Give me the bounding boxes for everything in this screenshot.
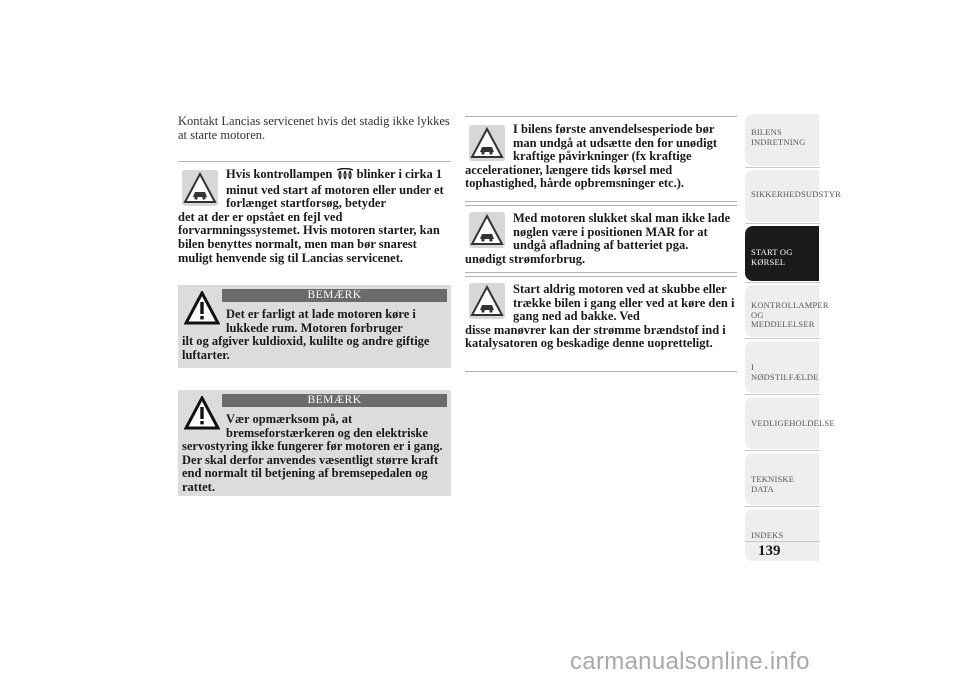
- tab-kontrollamper[interactable]: KONTROLLAMPER OG MEDDELELSER: [745, 285, 819, 337]
- warning-icon: [184, 396, 220, 430]
- page-number: 139: [758, 543, 781, 559]
- warning-heading: BEMÆRK: [222, 289, 447, 302]
- note-glow-plug: Hvis kontrollampen blinker i cirka 1 minut ved start af motoren eller under et forlænget startforsøg, betyder det at der er opstået en fejl ved forvarmningssystemet. Hvis motoren starter, kan bilen benyttes normalt, men man bør snarest muligt henvende sig til Lancias servicenet.: [178, 161, 451, 270]
- warning-heading: BEMÆRK: [222, 394, 447, 407]
- warning-box-brakes: BEMÆRK Vær opmærksom på, at bremseforstærkeren og den elektriske servostyring ikke fungerer før motoren er i gang. Der skal derfor anvendes væsentligt større kraft end normalt til betjening af bremsepedalen og rattet.: [178, 390, 451, 496]
- warning-box-exhaust: BEMÆRK Det er farligt at lade motoren køre i lukkede rum. Motoren forbruger ilt og afgiver kuldioxid, kulilte og andre giftige luftarter.: [178, 285, 451, 368]
- watermark: carmanualsonline.info: [570, 648, 810, 675]
- tab-start-og-korsel[interactable]: START OG KØRSEL: [745, 226, 819, 281]
- tab-bilens-indretning[interactable]: BILENS INDRETNING: [745, 114, 819, 166]
- tab-i-nodstilfaelde[interactable]: I NØDSTILFÆLDE: [745, 341, 819, 393]
- tab-vedligeholdelse[interactable]: VEDLIGEHOLDELSE: [745, 397, 819, 449]
- glow-plug-icon: [336, 168, 354, 184]
- note-break-in: I bilens første anvendelsesperiode bør man undgå at udsætte den for unødigt kraftige påvirkninger (fx kraftige accelerationer, længere tids kørsel med tophastighed, hårde opbremsninger etc.).: [465, 116, 737, 202]
- tab-sikkerhedsudstyr[interactable]: SIKKERHEDSUDSTYR: [745, 170, 819, 222]
- car-note-icon: [182, 170, 218, 206]
- car-note-icon: [469, 283, 505, 319]
- warning-icon: [184, 291, 220, 325]
- car-note-icon: [469, 125, 505, 161]
- car-note-icon: [469, 212, 505, 248]
- note-key-position: Med motoren slukket skal man ikke lade nøglen være i positionen MAR for at undgå afladning af batteriet pga. unødigt strømforbrug.: [465, 205, 737, 273]
- tab-tekniske-data[interactable]: TEKNISKE DATA: [745, 453, 819, 505]
- note-push-start: Start aldrig motoren ved at skubbe eller trække bilen i gang eller ved at køre den i gang ned ad bakke. Ved disse manøvrer kan der strømme brændstof ind i katalysatoren og beskadige denne uopretteligt.: [465, 276, 737, 372]
- intro-paragraph: Kontakt Lancias servicenet hvis det stadig ikke lykkes at starte motoren.: [178, 114, 450, 142]
- tab-indeks[interactable]: INDEKS: [745, 509, 819, 561]
